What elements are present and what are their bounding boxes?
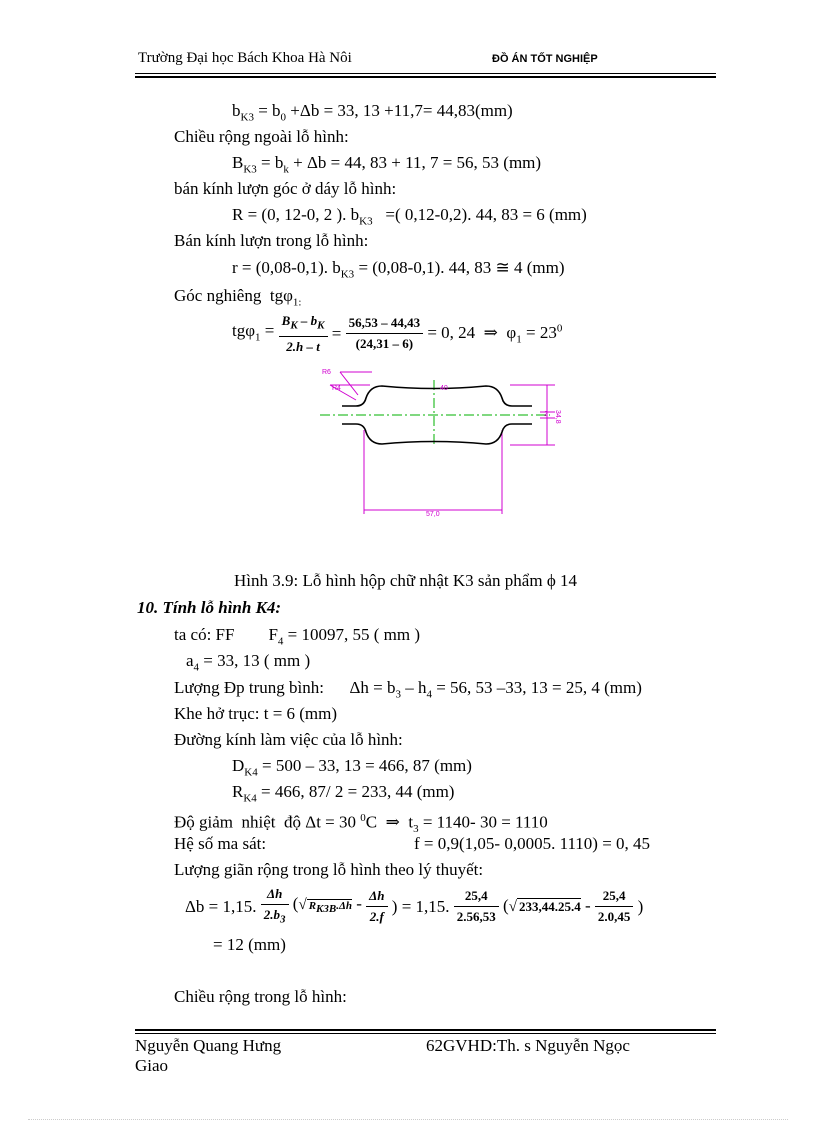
line-inner-radius-label: Bán kính lượn trong lỗ hình: (174, 231, 369, 250)
line-DK4: $D_{K4} = 500 - 33$, 13 = 466, 87 (mm) (232, 756, 472, 779)
label-width: 57,0 (426, 511, 440, 518)
page-bottom-dots (28, 1119, 788, 1120)
footer-advisor: 62GVHD:Th. s Nguyễn Ngọc (426, 1036, 630, 1055)
line-friction-label: Hệ số ma sát: (174, 834, 267, 853)
line-spread-label: Lượng giãn rộng trong lỗ hình theo lý thuyết: (174, 860, 484, 879)
line-temperature: Độ giảm nhiệt độ Δt = 30 $^0$C ⇒ $t_3 = 1140-$ 30 = 1110 (174, 812, 548, 836)
fraction-values: $\frac{56,53 - 44,43}{(24,31 - 6)}$ (346, 313, 424, 354)
line-r: r = (0,08-0,1). $b_{K3} = (0,08-0,1)$. 44, 83 ≅ 4 (mm) (232, 258, 565, 281)
header-title: ĐỒ ÁN TỐT NGHIỆP (492, 53, 598, 65)
footer-rule-thin (135, 1033, 716, 1034)
fraction-bk: $\frac{B_K - b_K}{2.h - t}$ (279, 311, 328, 357)
header-rule-thick (135, 76, 716, 78)
footer-rule-thick (135, 1029, 716, 1031)
line-gap: Khe hở trục: t = 6 (mm) (174, 704, 338, 723)
line-db-result: = 12 (mm) (213, 935, 286, 954)
line-BK3: $B_{K3} = b_k + \Delta b = 44$, 83 + 11, 7 = 56, 53 (mm) (232, 153, 542, 176)
line-bk3: $b_{K3} = b_0 +\Delta b = 33$, 13 +11,7= 44,83(mm) (232, 101, 513, 124)
line-R: R = (0, 12-0, 2 ). $b_{K3}$ =( 0,12-0,2). 44, 83 = 6 (mm) (232, 205, 587, 228)
line-working-diameter-label: Đường kính làm việc của lỗ hình: (174, 730, 403, 749)
line-RK4: $R_{K4} = 466$, 87/ 2 = 233, 44 (mm) (232, 782, 455, 805)
label-r4: R4 (332, 385, 341, 392)
label-height: 34,8 (554, 410, 561, 424)
label-right: 2 (544, 411, 548, 418)
figure-caption: Hình 3.9: Lỗ hình hộp chữ nhật K3 sản phẩm ϕ 14 (234, 571, 578, 590)
line-dh: Lượng Đp trung bình: $\Delta h = b_3 - h_4 = 56$, 53 –33, 13 = 25, 4 (mm) (174, 678, 642, 701)
equation-db: Δb = 1,15. $\frac{\Delta h}{2.b_3}$ (√ $R_{K3B}.\Delta h$ - $\frac{\Delta h}{2.f}$ ) = 1,15. $\frac{25,4}{2.56,53}$ (√ 233,44.25.4 - $\frac{25,4}{2.0,45}$ ) (185, 886, 644, 926)
section-heading: 10. Tính lỗ hình K4: (137, 598, 282, 617)
line-inner-width-label: Chiều rộng trong lỗ hình: (174, 987, 347, 1006)
line-F4: ta có: FF $F_4 = 10097$, 55 ( mm ) (174, 625, 421, 648)
k3-pass-drawing (310, 360, 570, 520)
label-r6: R6 (322, 369, 331, 376)
header-school: Trường Đại học Bách Khoa Hà Nôi (138, 50, 352, 66)
line-outer-width-label: Chiều rộng ngoài lỗ hình: (174, 127, 349, 146)
footer-author-cont: Giao (135, 1056, 169, 1075)
line-radius-label: bán kính lượn góc ở dáy lỗ hình: (174, 179, 397, 198)
line-friction-value: f = 0,9(1,05- 0,0005. 1110) = 0, 45 (414, 834, 651, 853)
label-top: 40 (440, 385, 448, 392)
footer-author: Nguyễn Quang Hưng (135, 1036, 282, 1055)
header-rule-thin (135, 73, 716, 74)
equation-tg: tgφ$_1$ = $\frac{B_K - b_K}{2.h - t}$ = $\frac{56,53 - 44,43}{(24,31 - 6)}$ = 0, 24 ⇒ $\varphi_1 = 23^0$ (232, 311, 562, 357)
line-a4: $a_4 = 33$, 13 ( mm ) (186, 651, 311, 674)
line-angle-label: Góc nghiêng tgφ$_{1:}$ (174, 286, 302, 309)
